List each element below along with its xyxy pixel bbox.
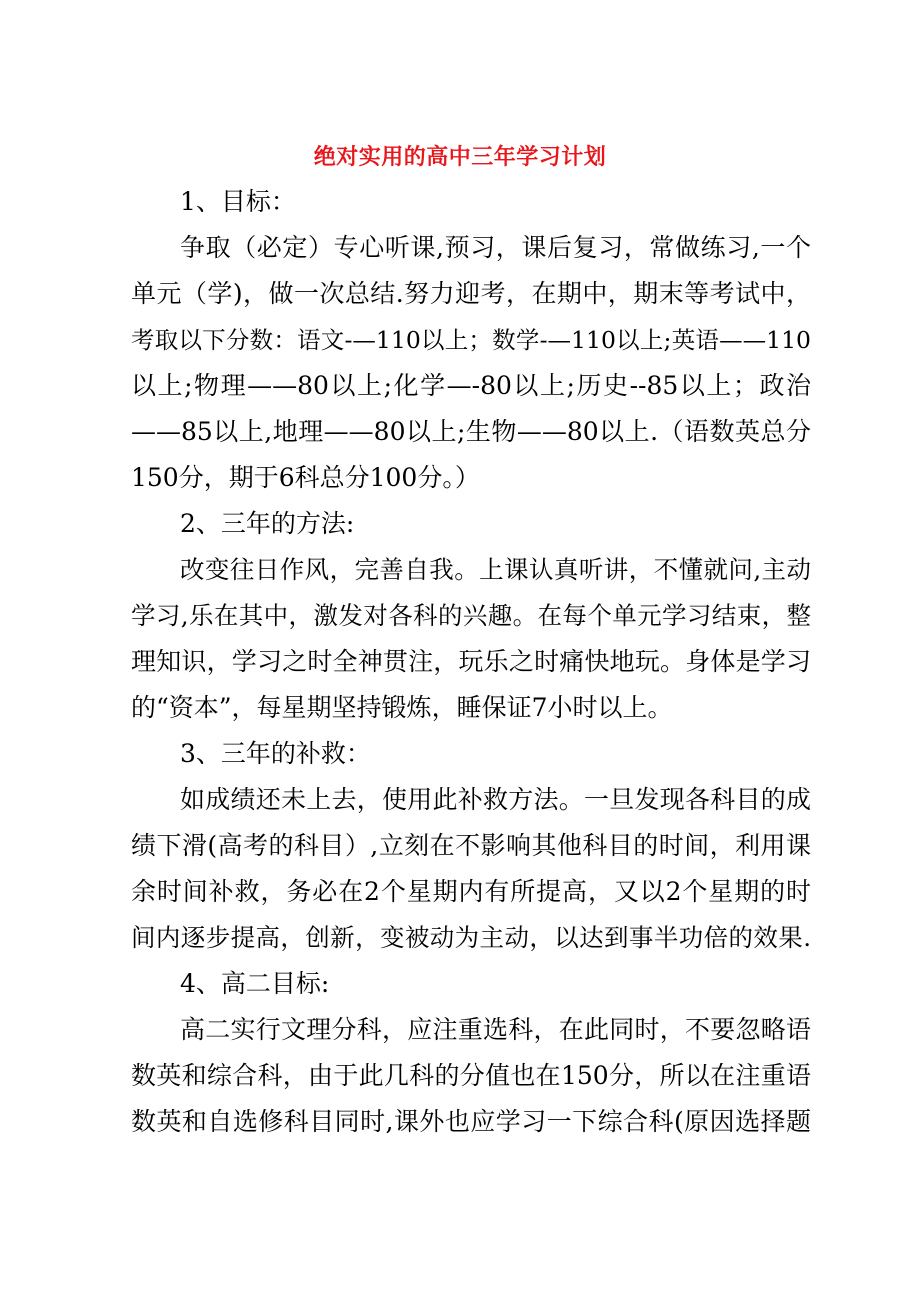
paragraph-line: 争取（必定）专心听课,预习，课后复习，常做练习,一个 [180, 233, 811, 262]
paragraph-line: 数英和自选修科目同时,课外也应学习一下综合科(原因选择题 [131, 1107, 811, 1136]
paragraph-line: 150分，期于6科总分100分。） [131, 463, 480, 492]
paragraph-line: 学习,乐在其中，激发对各科的兴趣。在每个单元学习结束，整 [131, 601, 811, 630]
paragraph-line: 如成绩还未上去，使用此补救方法。一旦发现各科目的成 [180, 785, 811, 814]
paragraph-line: 高二实行文理分科，应注重选科，在此同时，不要忽略语 [180, 1015, 811, 1044]
paragraph-line: 间内逐步提高，创新，变被动为主动，以达到事半功倍的效果. [131, 923, 811, 952]
paragraph-line: 余时间补救，务必在2个星期内有所提高，又以2个星期的时 [131, 877, 811, 906]
paragraph-line: ——85以上,地理——80以上;生物——80以上.（语数英总分 [131, 417, 811, 446]
paragraph-line: 的“资本”，每星期坚持锻炼，睡保证7小时以上。 [131, 693, 673, 722]
paragraph-line: 数英和综合科，由于此几科的分值也在150分，所以在注重语 [131, 1061, 811, 1090]
heading-methods: 2、三年的方法: [180, 509, 355, 538]
paragraph-line: 以上;物理——80以上;化学—-80以上;历史--85以上；政治 [131, 371, 811, 400]
heading-goals: 1、目标： [180, 187, 296, 216]
paragraph-line: 考取以下分数：语文-—110以上；数学-—110以上;英语——110 [131, 326, 811, 354]
paragraph-line: 改变往日作风，完善自我。上课认真听讲，不懂就问,主动 [180, 555, 811, 584]
document-title: 绝对实用的高中三年学习计划 [313, 145, 607, 170]
heading-remedy: 3、三年的补救： [180, 739, 371, 768]
heading-grade-two-goals: 4、高二目标: [180, 969, 330, 998]
paragraph-line: 理知识，学习之时全神贯注，玩乐之时痛快地玩。身体是学习 [131, 647, 811, 676]
paragraph-line: 单元（学)，做一次总结.努力迎考，在期中，期末等考试中， [131, 279, 811, 308]
paragraph-line: 绩下滑(高考的科目）,立刻在不影响其他科目的时间，利用课 [131, 831, 811, 860]
